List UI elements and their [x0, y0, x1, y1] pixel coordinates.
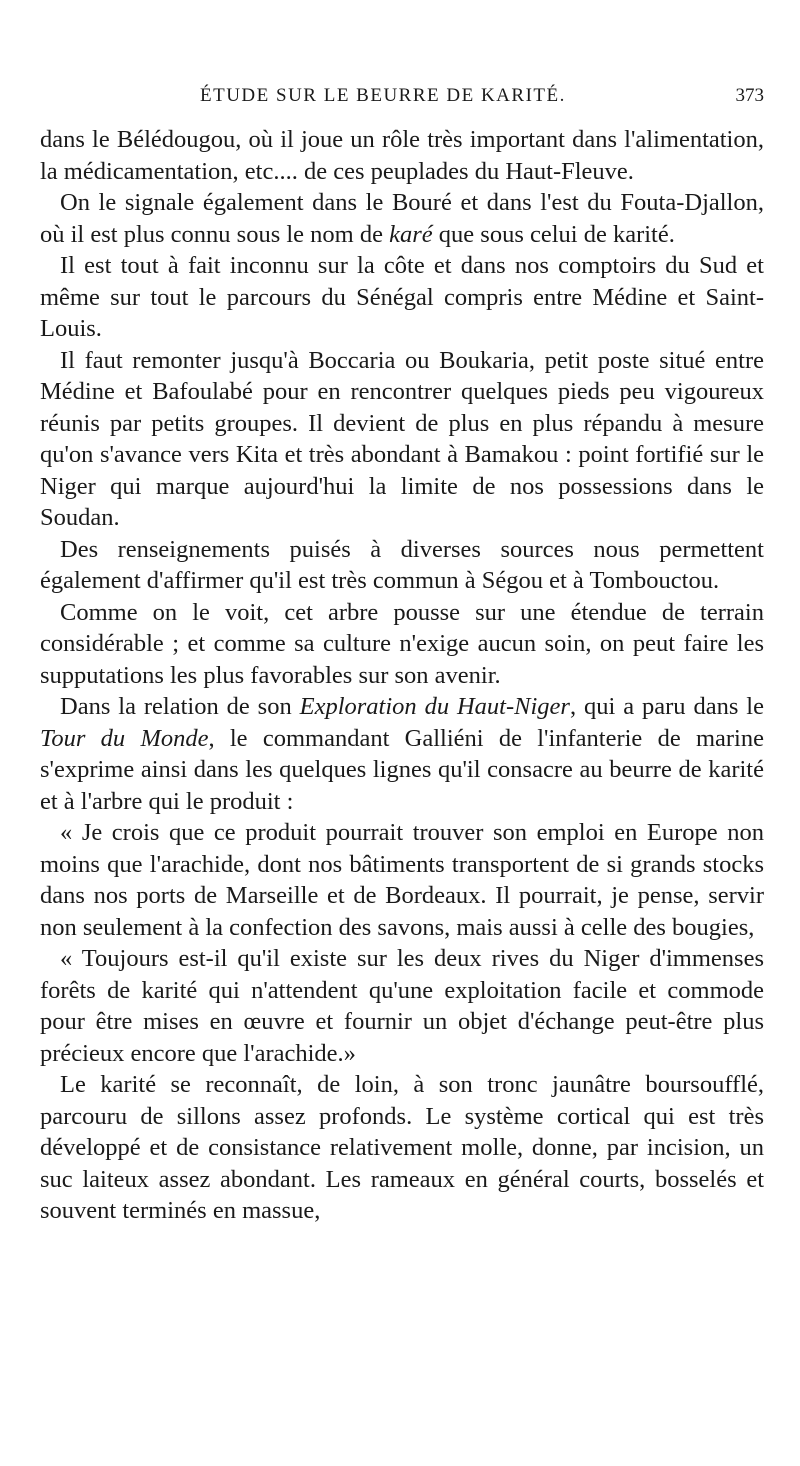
paragraph: [40, 250, 764, 345]
text-segment: Dans la relation de son: [60, 693, 300, 720]
italic-title: Exploration du Haut-Niger: [299, 693, 570, 720]
paragraph: [40, 187, 764, 250]
paragraph: [40, 943, 764, 1069]
paragraph: [40, 345, 764, 534]
paragraph: [40, 597, 764, 692]
text-segment: Comme on le voit, cet arbre pousse sur une étendue de terrain considérable ; et comme sa culture n'exige aucun soin, on peut faire les supputations les plus favorables sur son avenir.: [40, 598, 764, 689]
paragraph: [40, 534, 764, 597]
text-segment: , le commandant Galliéni de l'infanterie de marine s'exprime ainsi dans les quelques lignes qu'il consacre au beurre de karité et à l'arbre qui le produit :: [40, 724, 764, 815]
text-segment: Des renseignements puisés à diverses sources nous permettent également d'affirmer qu'il est très commun à Ségou et à Tombouctou.: [40, 535, 764, 594]
text-segment: , qui a paru dans le: [569, 693, 764, 720]
italic-title: Tour du Monde: [40, 724, 209, 752]
page-header: [40, 85, 764, 115]
text-segment: On le signale également dans le Bouré et dans l'est du Fouta-Djallon, où il est plus connu sous le nom de: [40, 189, 764, 248]
paragraph: [40, 817, 764, 943]
text-segment: Il est tout à fait inconnu sur la côte et dans nos comptoirs du Sud et même sur tout le parcours du Sénégal compris entre Médine et Saint-Louis.: [40, 252, 764, 342]
text-segment: Il faut remonter jusqu'à Boccaria ou Boukaria, petit poste situé entre Médine et Bafoulabé pour en rencontrer quelques pieds peu vigoureux réunis par petits groupes. Il devient de plus en plus répandu à mesure qu'on s'avance vers Kita et très abondant à Bamakou : point fortifié sur le Niger qui marque aujourd'hui la limite de nos possessions dans le Soudan.: [40, 346, 764, 531]
text-segment: que sous celui de karité.: [432, 220, 675, 248]
body-text: [40, 124, 764, 1227]
running-head: ÉTUDE SUR LE BEURRE DE KARITÉ.: [200, 85, 566, 106]
text-segment: dans le Bélédougou, où il joue un rôle très important dans l'alimentation, la médicamentation, etc.... de ces peuplades du Haut-Fleuve.: [40, 126, 764, 185]
italic-title: karé: [389, 220, 433, 248]
paragraph: [40, 691, 764, 817]
text-segment: Le karité se reconnaît, de loin, à son tronc jaunâtre boursoufflé, parcouru de sillons assez profonds. Le système cortical qui est très développé et de consistance relativement molle, donne, par incision, un suc laiteux assez abondant. Les rameaux en général courts, bosselés et souvent terminés en massue,: [40, 1071, 764, 1224]
text-segment: « Toujours est-il qu'il existe sur les deux rives du Niger d'immenses forêts de karité qui n'attendent qu'une exploitation facile et commode pour être mises en œuvre et fournir un objet d'échange peut-être plus précieux encore que l'arachide.»: [40, 945, 764, 1067]
book-page: [40, 0, 764, 1466]
paragraph: [40, 1069, 764, 1227]
text-segment: « Je crois que ce produit pourrait trouver son emploi en Europe non moins que l'arachide, dont nos bâtiments transportent de si grands stocks dans nos ports de Marseille et de Bordeaux. Il pourrait, je pense, servir non seulement à la confection des savons, mais aussi à celle des bougies,: [40, 819, 764, 941]
page-number: 373: [735, 85, 764, 106]
paragraph: [40, 124, 764, 187]
